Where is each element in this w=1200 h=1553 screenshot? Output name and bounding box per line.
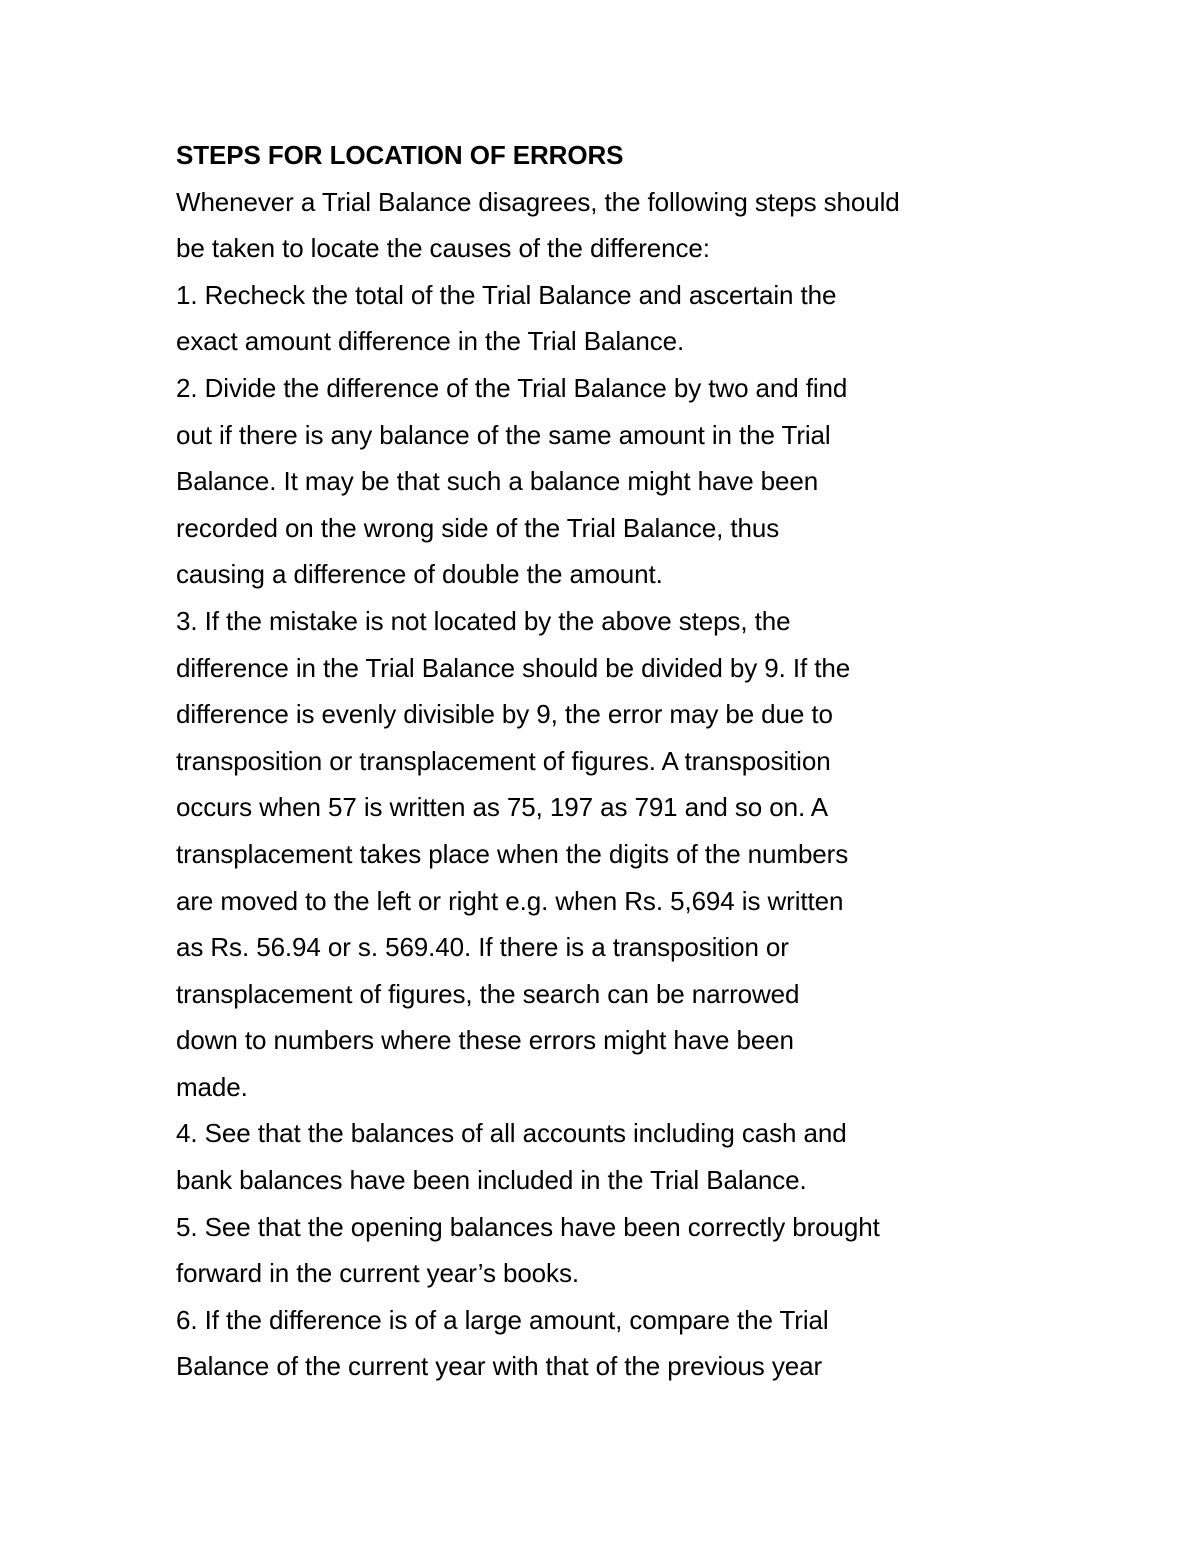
text-line: out if there is any balance of the same amount in the Trial	[176, 419, 831, 450]
text-line: are moved to the left or right e.g. when Rs. 5,694 is written	[176, 885, 844, 916]
document-heading: STEPS FOR LOCATION OF ERRORS	[176, 140, 624, 170]
text-line: Balance of the current year with that of the previous year	[176, 1351, 823, 1382]
text-line: transplacement takes place when the digits of the numbers	[176, 838, 849, 869]
text-line: 2. Divide the difference of the Trial Balance by two and find	[176, 372, 848, 403]
text-line: bank balances have been included in the Trial Balance.	[176, 1165, 807, 1196]
text-line: 3. If the mistake is not located by the above steps, the	[176, 605, 791, 636]
text-line: difference in the Trial Balance should be divided by 9. If the	[176, 652, 851, 683]
text-line: 5. See that the opening balances have been correctly brought	[176, 1211, 880, 1242]
text-line: forward in the current year’s books.	[176, 1258, 579, 1289]
text-line: causing a difference of double the amount.	[176, 559, 663, 590]
text-line: down to numbers where these errors might have been	[176, 1025, 794, 1056]
document-body	[176, 132, 1036, 1390]
text-line: made.	[176, 1071, 248, 1102]
text-line: 4. See that the balances of all accounts including cash and	[176, 1118, 847, 1149]
text-line: Whenever a Trial Balance disagrees, the following steps should	[176, 186, 900, 217]
text-line: as Rs. 56.94 or s. 569.40. If there is a transposition or	[176, 932, 789, 963]
text-line: occurs when 57 is written as 75, 197 as 791 and so on. A	[176, 792, 829, 823]
text-line: 1. Recheck the total of the Trial Balance and ascertain the	[176, 279, 837, 310]
text-line: transposition or transplacement of figures. A transposition	[176, 745, 831, 776]
text-line: transplacement of figures, the search can be narrowed	[176, 978, 800, 1009]
text-line: recorded on the wrong side of the Trial Balance, thus	[176, 512, 780, 543]
text-line: difference is evenly divisible by 9, the error may be due to	[176, 699, 833, 730]
text-line: exact amount difference in the Trial Balance.	[176, 326, 685, 357]
text-line: 6. If the difference is of a large amount, compare the Trial	[176, 1304, 829, 1335]
text-line: Balance. It may be that such a balance might have been	[176, 466, 819, 497]
text-line: be taken to locate the causes of the difference:	[176, 233, 710, 264]
